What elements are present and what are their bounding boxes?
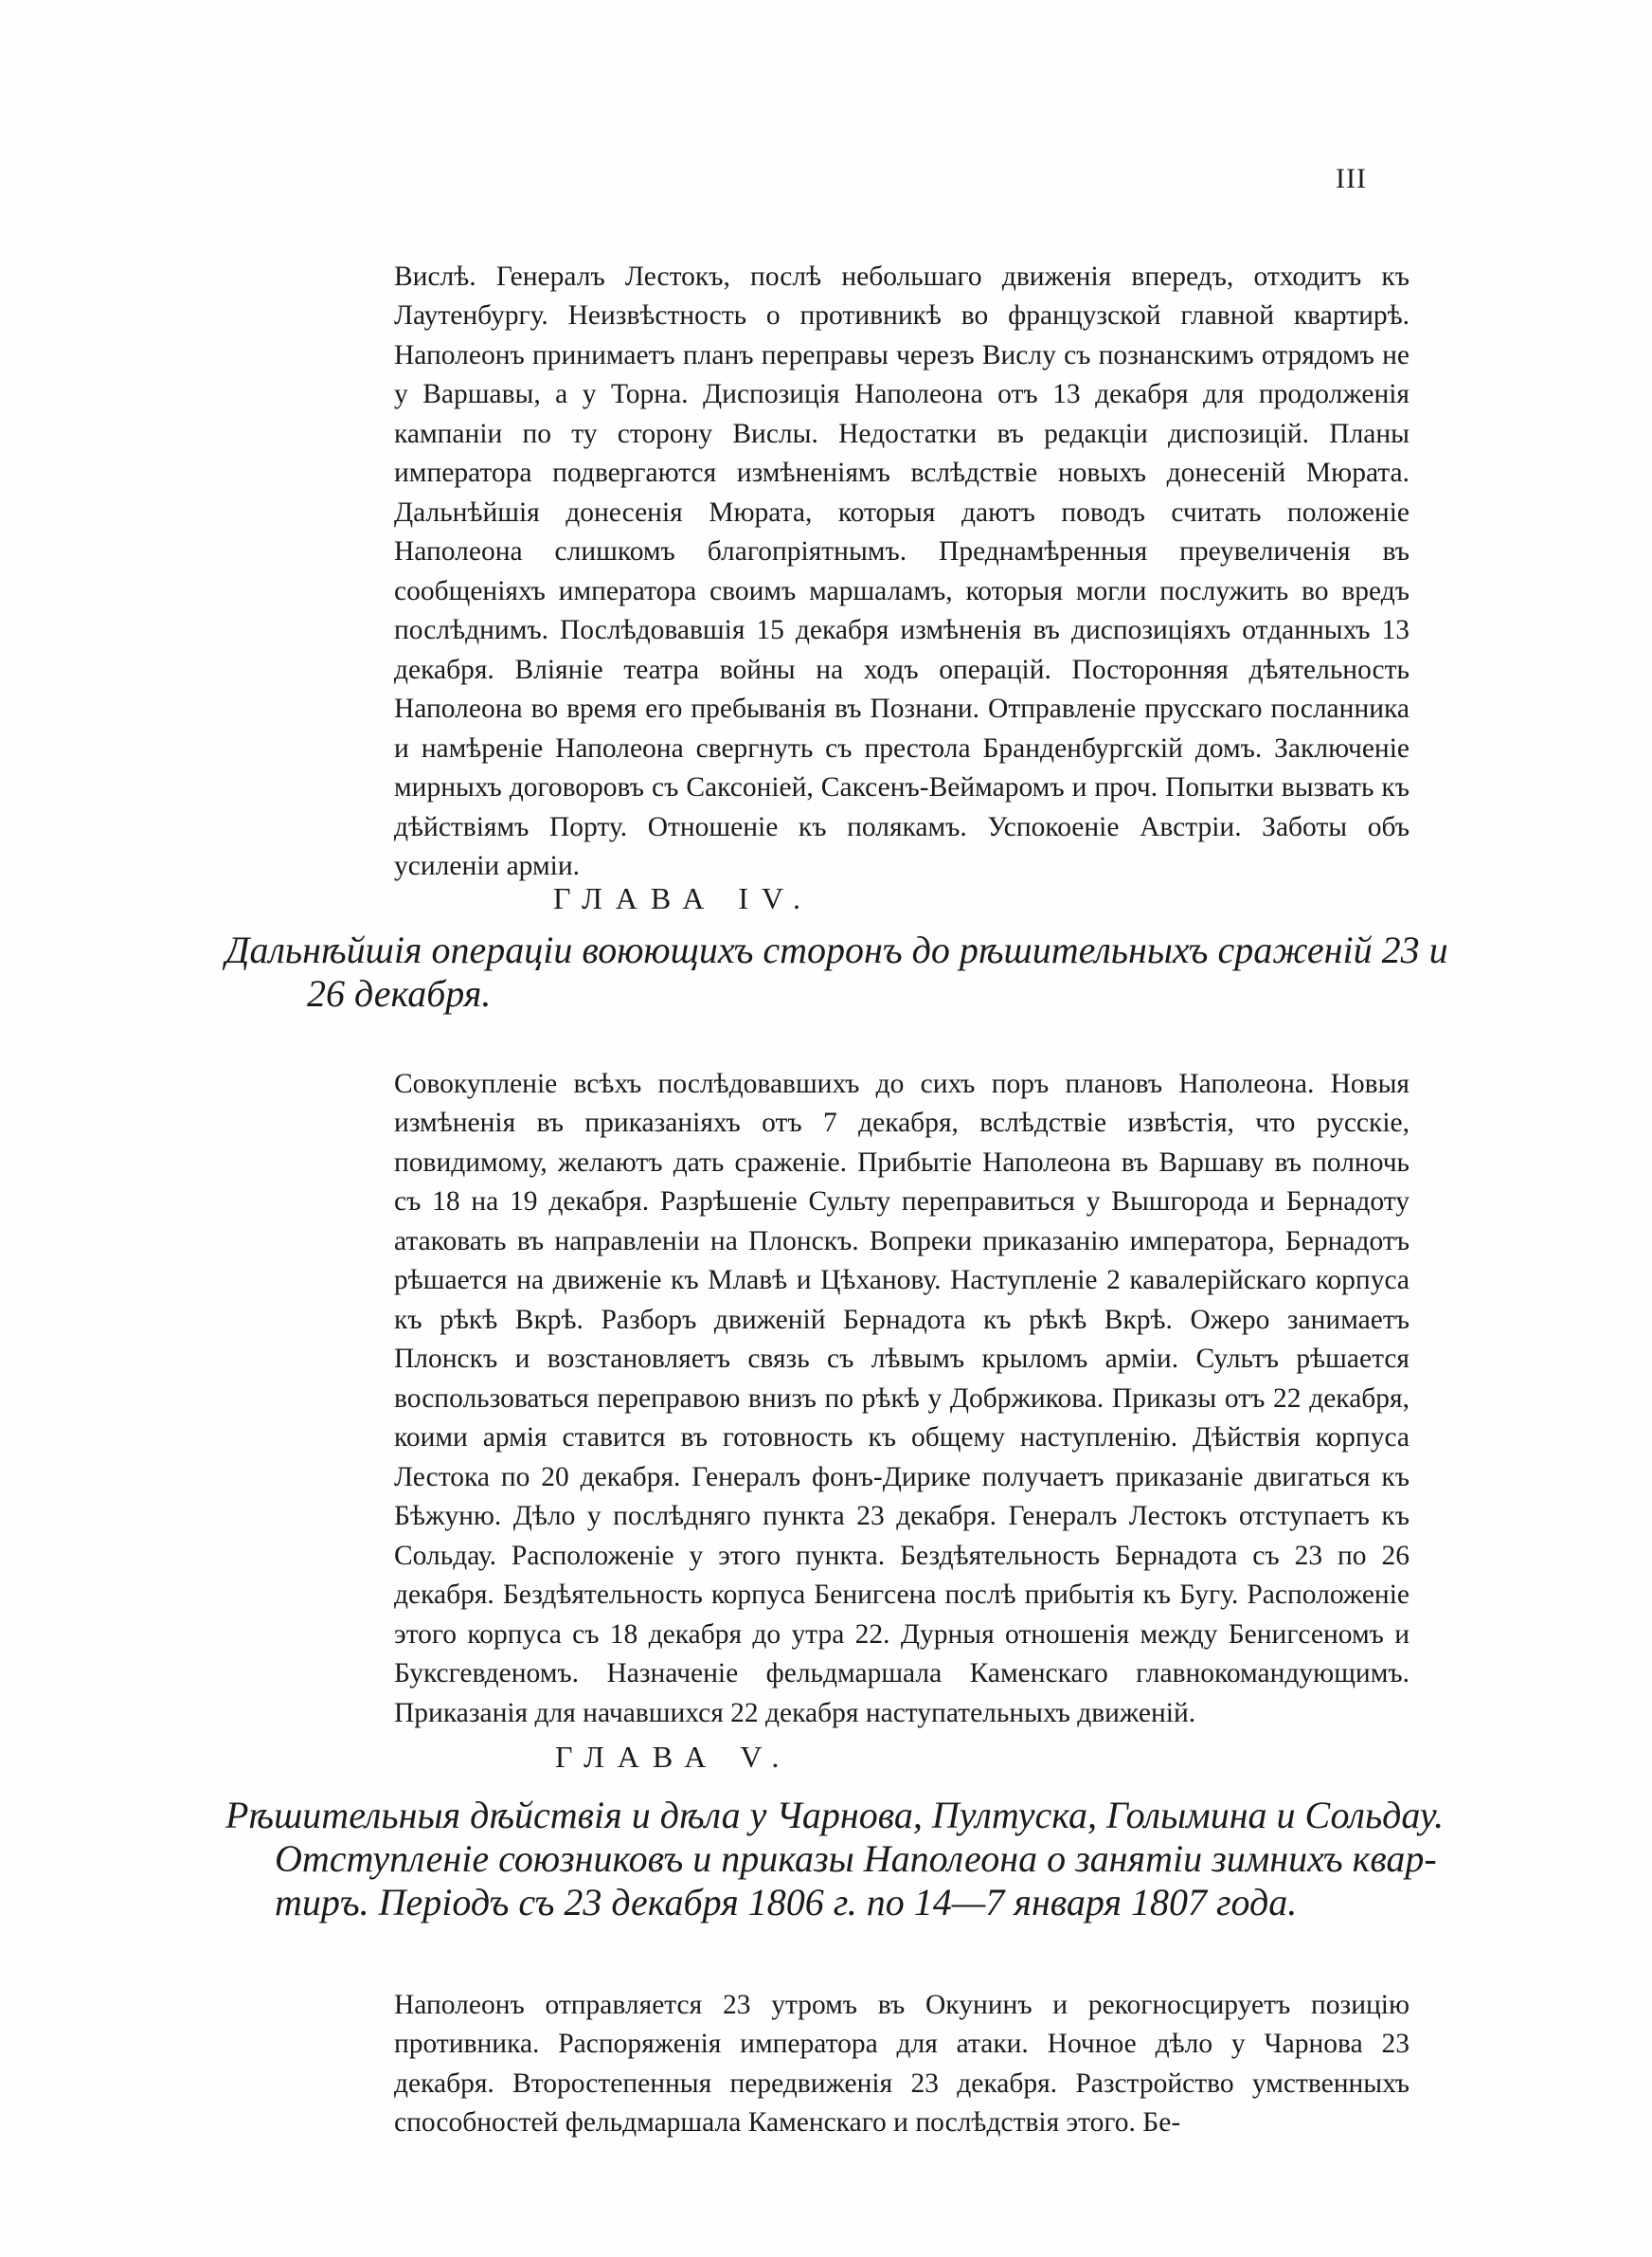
chapter-5-title-line: Отступленіе союзниковъ и приказы Наполеона о занятіи зимнихъ квар- [275, 1837, 1437, 1880]
contents-paragraph-chapter-3-end: Вислѣ. Генералъ Лестокъ, послѣ небольшаго движенія впередъ, отходитъ къ Лаутенбургу. Неизвѣстность о противникѣ во французской главной квартирѣ. Наполеонъ принимаетъ планъ переправы черезъ Вислу съ познанскимъ отрядомъ не у Варшавы, а у Торна. Диспозиція Наполеона отъ 13 декабря для продолженія кампаніи по ту сторону Вислы. Недостатки въ редакціи диспозицій. Планы императора подвергаются измѣненіямъ вслѣдствіе новыхъ донесеній Мюрата. Дальнѣйшія донесенія Мюрата, которыя даютъ поводъ считать положеніе Наполеона слишкомъ благопріятнымъ. Преднамѣренныя преувеличенія въ сообщеніяхъ императора своимъ маршаламъ, которыя могли послужить во вредъ послѣднимъ. Послѣдовавшія 15 декабря измѣненія въ диспозиціяхъ отданныхъ 13 декабря. Вліяніе театра войны на ходъ операцій. Посторонняя дѣятельность Наполеона во время его пребыванія въ Познани. Отправленіе прусскаго посланника и намѣреніе Наполеона свергнуть съ престола Бранденбургскій домъ. Заключеніе мирныхъ договоровъ съ Саксоніей, Саксенъ-Веймаромъ и проч. Попытки вызвать къ дѣйствіямъ Порту. Отношеніе къ полякамъ. Успокоеніе Австріи. Заботы объ усиленіи арміи. [394, 261, 1410, 881]
contents-paragraph-chapter-4: Совокупленіе всѣхъ послѣдовавшихъ до сихъ поръ плановъ Наполеона. Новыя измѣненія въ приказаніяхъ отъ 7 декабря, вслѣдствіе извѣстія, что русскіе, повидимому, желаютъ дать сраженіе. Прибытіе Наполеона въ Варшаву въ полночь съ 18 на 19 декабря. Разрѣшеніе Сульту переправиться у Вышгорода и Бернадоту атаковать въ направленіи на Плонскъ. Вопреки приказанію императора, Бернадотъ рѣшается на движеніе къ Млавѣ и Цѣханову. Наступленіе 2 кавалерійскаго корпуса къ рѣкѣ Вкрѣ. Разборъ движеній Бернадота къ рѣкѣ Вкрѣ. Ожеро занимаетъ Плонскъ и возстановляетъ связь съ лѣвымъ крыломъ арміи. Сультъ рѣшается воспользоваться переправою внизъ по рѣкѣ у Добржикова. Приказы отъ 22 декабря, коими армія ставится въ готовность къ общему наступленію. Дѣйствія корпуса Лестока по 20 декабря. Генералъ фонъ-Дирике получаетъ приказаніе двигаться къ Бѣжуню. Дѣло у послѣдняго пункта 23 декабря. Генералъ Лестокъ отступаетъ къ Сольдау. Расположеніе у этого пункта. Бездѣятельность Бернадота съ 23 по 26 декабря. Бездѣятельность корпуса Бенигсена послѣ прибытія къ Бугу. Расположеніе этого корпуса съ 18 декабря до утра 22. Дурныя отношенія между Бенигсеномъ и Буксгевденомъ. Назначеніе фельдмаршала Каменскаго главнокомандующимъ. Приказанія для начавшихся 22 декабря наступательныхъ движеній. [394, 1068, 1410, 1728]
chapter-5-heading: ГЛАВА V. [555, 1740, 793, 1774]
chapter-5-title-line: Рѣшительныя дѣйствія и дѣла у Чарнова, Пултуска, Голымина и Сольдау. [225, 1794, 1445, 1836]
page-number: III [1336, 163, 1367, 194]
contents-paragraph-chapter-5: Наполеонъ отправляется 23 утромъ въ Окунинъ и рекогносцируетъ позицію противника. Распоряженія императора для атаки. Ночное дѣло у Чарнова 23 декабря. Второстепенныя передвиженія 23 декабря. Разстройство умственныхъ способностей фельдмаршала Каменскаго и послѣдствія этого. Бе- [394, 1989, 1410, 2138]
chapter-5-title [225, 1794, 1445, 1924]
chapter-4-title [225, 929, 1448, 1016]
chapter-4-heading: ГЛАВА IV. [553, 881, 814, 915]
chapter-4-title-line: 26 декабря. [307, 972, 492, 1015]
chapter-4-title-line: Дальнѣйшія операціи воюющихъ сторонъ до рѣшительныхъ сраженій 23 и [225, 929, 1448, 971]
chapter-5-title-line: тиръ. Періодъ съ 23 декабря 1806 г. по 14—7 января 1807 года. [275, 1881, 1298, 1923]
